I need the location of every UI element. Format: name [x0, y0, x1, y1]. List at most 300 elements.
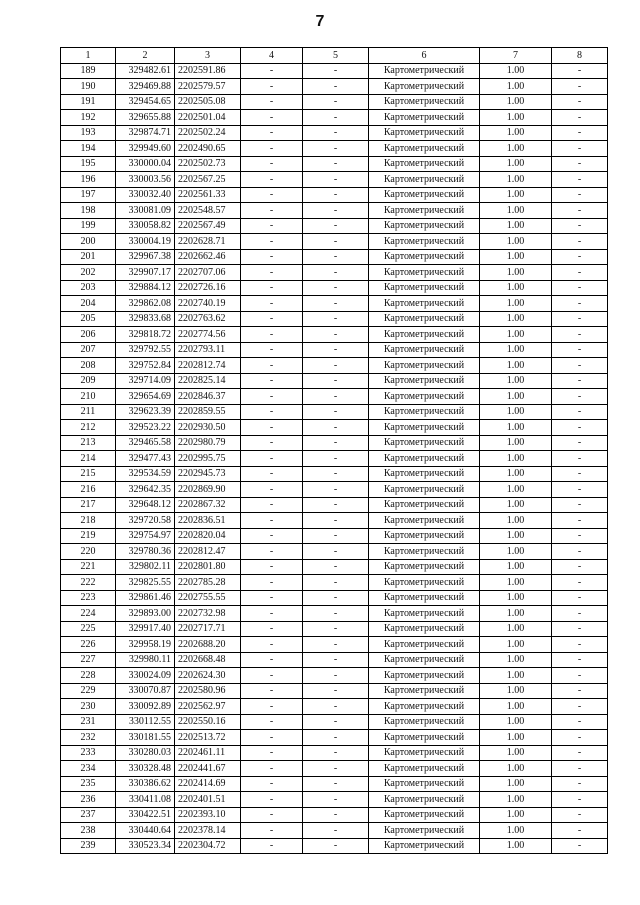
- method-cell: Картометрический: [369, 528, 480, 544]
- accuracy-cell: 1.00: [480, 172, 552, 188]
- x-coordinate-cell: 329862.08: [116, 296, 175, 312]
- col-8-cell: -: [552, 482, 608, 498]
- table-row: [61, 513, 608, 529]
- col-8-cell: -: [552, 296, 608, 312]
- table-row: [61, 94, 608, 110]
- y-coordinate-cell: 2202505.08: [175, 94, 241, 110]
- col-4-cell: -: [241, 125, 303, 141]
- accuracy-cell: 1.00: [480, 652, 552, 668]
- accuracy-cell: 1.00: [480, 435, 552, 451]
- y-coordinate-cell: 2202628.71: [175, 234, 241, 250]
- method-cell: Картометрический: [369, 699, 480, 715]
- accuracy-cell: 1.00: [480, 776, 552, 792]
- accuracy-cell: 1.00: [480, 94, 552, 110]
- col-8-cell: -: [552, 249, 608, 265]
- col-5-cell: -: [303, 249, 369, 265]
- table-row: [61, 420, 608, 436]
- col-4-cell: -: [241, 110, 303, 126]
- accuracy-cell: 1.00: [480, 482, 552, 498]
- col-5-cell: -: [303, 156, 369, 172]
- method-cell: Картометрический: [369, 544, 480, 560]
- col-5-cell: -: [303, 187, 369, 203]
- table-row: [61, 730, 608, 746]
- point-number-cell: 212: [61, 420, 116, 436]
- col-8-cell: -: [552, 141, 608, 157]
- col-4-cell: -: [241, 528, 303, 544]
- point-number-cell: 211: [61, 404, 116, 420]
- accuracy-cell: 1.00: [480, 451, 552, 467]
- y-coordinate-cell: 2202825.14: [175, 373, 241, 389]
- col-5-cell: -: [303, 218, 369, 234]
- y-coordinate-cell: 2202304.72: [175, 838, 241, 854]
- x-coordinate-cell: 330112.55: [116, 714, 175, 730]
- method-cell: Картометрический: [369, 125, 480, 141]
- method-cell: Картометрический: [369, 683, 480, 699]
- x-coordinate-cell: 329642.35: [116, 482, 175, 498]
- table-row: [61, 714, 608, 730]
- col-8-cell: -: [552, 358, 608, 374]
- y-coordinate-cell: 2202513.72: [175, 730, 241, 746]
- point-number-cell: 227: [61, 652, 116, 668]
- col-4-cell: -: [241, 745, 303, 761]
- method-cell: Картометрический: [369, 668, 480, 684]
- col-8-cell: -: [552, 497, 608, 513]
- accuracy-cell: 1.00: [480, 234, 552, 250]
- table-row: [61, 141, 608, 157]
- col-8-cell: -: [552, 172, 608, 188]
- x-coordinate-cell: 330411.08: [116, 792, 175, 808]
- method-cell: Картометрический: [369, 807, 480, 823]
- col-8-cell: -: [552, 606, 608, 622]
- x-coordinate-cell: 330070.87: [116, 683, 175, 699]
- x-coordinate-cell: 330003.56: [116, 172, 175, 188]
- y-coordinate-cell: 2202561.33: [175, 187, 241, 203]
- col-4-cell: -: [241, 823, 303, 839]
- point-number-cell: 203: [61, 280, 116, 296]
- table-row: [61, 218, 608, 234]
- accuracy-cell: 1.00: [480, 513, 552, 529]
- method-cell: Картометрический: [369, 94, 480, 110]
- col-4-cell: -: [241, 544, 303, 560]
- y-coordinate-cell: 2202707.06: [175, 265, 241, 281]
- col-4-cell: -: [241, 234, 303, 250]
- col-5-cell: -: [303, 389, 369, 405]
- column-header-7: 7: [480, 48, 552, 64]
- method-cell: Картометрический: [369, 265, 480, 281]
- x-coordinate-cell: 329534.59: [116, 466, 175, 482]
- col-8-cell: -: [552, 63, 608, 79]
- point-number-cell: 196: [61, 172, 116, 188]
- point-number-cell: 209: [61, 373, 116, 389]
- accuracy-cell: 1.00: [480, 79, 552, 95]
- x-coordinate-cell: 330004.19: [116, 234, 175, 250]
- x-coordinate-cell: 330386.62: [116, 776, 175, 792]
- method-cell: Картометрический: [369, 110, 480, 126]
- point-number-cell: 213: [61, 435, 116, 451]
- accuracy-cell: 1.00: [480, 141, 552, 157]
- col-4-cell: -: [241, 187, 303, 203]
- col-8-cell: -: [552, 807, 608, 823]
- col-8-cell: -: [552, 683, 608, 699]
- accuracy-cell: 1.00: [480, 280, 552, 296]
- accuracy-cell: 1.00: [480, 110, 552, 126]
- method-cell: Картометрический: [369, 156, 480, 172]
- point-number-cell: 198: [61, 203, 116, 219]
- x-coordinate-cell: 329752.84: [116, 358, 175, 374]
- table-row: [61, 497, 608, 513]
- col-4-cell: -: [241, 435, 303, 451]
- y-coordinate-cell: 2202662.46: [175, 249, 241, 265]
- x-coordinate-cell: 329523.22: [116, 420, 175, 436]
- y-coordinate-cell: 2202945.73: [175, 466, 241, 482]
- method-cell: Картометрический: [369, 513, 480, 529]
- col-8-cell: -: [552, 544, 608, 560]
- col-4-cell: -: [241, 296, 303, 312]
- col-8-cell: -: [552, 668, 608, 684]
- x-coordinate-cell: 329655.88: [116, 110, 175, 126]
- point-number-cell: 226: [61, 637, 116, 653]
- col-4-cell: -: [241, 559, 303, 575]
- y-coordinate-cell: 2202393.10: [175, 807, 241, 823]
- table-row: [61, 265, 608, 281]
- method-cell: Картометрический: [369, 606, 480, 622]
- col-5-cell: -: [303, 63, 369, 79]
- accuracy-cell: 1.00: [480, 792, 552, 808]
- table-row: [61, 327, 608, 343]
- table-row: [61, 838, 608, 854]
- y-coordinate-cell: 2202441.67: [175, 761, 241, 777]
- point-number-cell: 229: [61, 683, 116, 699]
- table-row: [61, 668, 608, 684]
- accuracy-cell: 1.00: [480, 342, 552, 358]
- col-4-cell: -: [241, 358, 303, 374]
- y-coordinate-cell: 2202490.65: [175, 141, 241, 157]
- y-coordinate-cell: 2202624.30: [175, 668, 241, 684]
- table-row: [61, 637, 608, 653]
- table-row: [61, 358, 608, 374]
- accuracy-cell: 1.00: [480, 699, 552, 715]
- accuracy-cell: 1.00: [480, 327, 552, 343]
- col-8-cell: -: [552, 373, 608, 389]
- y-coordinate-cell: 2202785.28: [175, 575, 241, 591]
- point-number-cell: 219: [61, 528, 116, 544]
- col-4-cell: -: [241, 404, 303, 420]
- col-8-cell: -: [552, 792, 608, 808]
- x-coordinate-cell: 329884.12: [116, 280, 175, 296]
- col-5-cell: -: [303, 528, 369, 544]
- col-5-cell: -: [303, 234, 369, 250]
- col-5-cell: -: [303, 327, 369, 343]
- point-number-cell: 202: [61, 265, 116, 281]
- accuracy-cell: 1.00: [480, 296, 552, 312]
- y-coordinate-cell: 2202717.71: [175, 621, 241, 637]
- y-coordinate-cell: 2202995.75: [175, 451, 241, 467]
- col-5-cell: -: [303, 730, 369, 746]
- method-cell: Картометрический: [369, 621, 480, 637]
- col-5-cell: -: [303, 497, 369, 513]
- col-8-cell: -: [552, 652, 608, 668]
- point-number-cell: 222: [61, 575, 116, 591]
- col-5-cell: -: [303, 280, 369, 296]
- table-row: [61, 296, 608, 312]
- x-coordinate-cell: 330024.09: [116, 668, 175, 684]
- point-number-cell: 218: [61, 513, 116, 529]
- x-coordinate-cell: 329833.68: [116, 311, 175, 327]
- method-cell: Картометрический: [369, 249, 480, 265]
- col-5-cell: -: [303, 606, 369, 622]
- table-row: [61, 621, 608, 637]
- col-5-cell: -: [303, 110, 369, 126]
- table-row: [61, 699, 608, 715]
- method-cell: Картометрический: [369, 234, 480, 250]
- x-coordinate-cell: 330523.34: [116, 838, 175, 854]
- table-row: [61, 125, 608, 141]
- x-coordinate-cell: 329477.43: [116, 451, 175, 467]
- col-8-cell: -: [552, 621, 608, 637]
- col-4-cell: -: [241, 311, 303, 327]
- column-header-5: 5: [303, 48, 369, 64]
- x-coordinate-cell: 329482.61: [116, 63, 175, 79]
- col-8-cell: -: [552, 637, 608, 653]
- col-4-cell: -: [241, 792, 303, 808]
- table-row: [61, 156, 608, 172]
- point-number-cell: 217: [61, 497, 116, 513]
- point-number-cell: 223: [61, 590, 116, 606]
- col-5-cell: -: [303, 435, 369, 451]
- col-4-cell: -: [241, 342, 303, 358]
- table-body: [61, 63, 608, 854]
- col-4-cell: -: [241, 420, 303, 436]
- x-coordinate-cell: 329720.58: [116, 513, 175, 529]
- col-8-cell: -: [552, 451, 608, 467]
- col-4-cell: -: [241, 389, 303, 405]
- table-row: [61, 79, 608, 95]
- point-number-cell: 201: [61, 249, 116, 265]
- y-coordinate-cell: 2202812.74: [175, 358, 241, 374]
- accuracy-cell: 1.00: [480, 823, 552, 839]
- method-cell: Картометрический: [369, 373, 480, 389]
- y-coordinate-cell: 2202414.69: [175, 776, 241, 792]
- col-4-cell: -: [241, 668, 303, 684]
- method-cell: Картометрический: [369, 342, 480, 358]
- col-8-cell: -: [552, 559, 608, 575]
- x-coordinate-cell: 329818.72: [116, 327, 175, 343]
- x-coordinate-cell: 330440.64: [116, 823, 175, 839]
- col-5-cell: -: [303, 203, 369, 219]
- col-8-cell: -: [552, 420, 608, 436]
- col-4-cell: -: [241, 776, 303, 792]
- table-row: [61, 776, 608, 792]
- accuracy-cell: 1.00: [480, 187, 552, 203]
- col-5-cell: -: [303, 761, 369, 777]
- x-coordinate-cell: 329654.69: [116, 389, 175, 405]
- col-5-cell: -: [303, 559, 369, 575]
- accuracy-cell: 1.00: [480, 528, 552, 544]
- col-4-cell: -: [241, 513, 303, 529]
- col-8-cell: -: [552, 761, 608, 777]
- col-4-cell: -: [241, 761, 303, 777]
- point-number-cell: 193: [61, 125, 116, 141]
- table-row: [61, 172, 608, 188]
- col-5-cell: -: [303, 668, 369, 684]
- method-cell: Картометрический: [369, 296, 480, 312]
- col-5-cell: -: [303, 652, 369, 668]
- coordinates-table: [60, 47, 608, 854]
- point-number-cell: 215: [61, 466, 116, 482]
- method-cell: Картометрический: [369, 280, 480, 296]
- x-coordinate-cell: 330032.40: [116, 187, 175, 203]
- x-coordinate-cell: 330092.89: [116, 699, 175, 715]
- point-number-cell: 195: [61, 156, 116, 172]
- table-row: [61, 311, 608, 327]
- accuracy-cell: 1.00: [480, 265, 552, 281]
- col-5-cell: -: [303, 373, 369, 389]
- y-coordinate-cell: 2202401.51: [175, 792, 241, 808]
- method-cell: Картометрический: [369, 761, 480, 777]
- col-5-cell: -: [303, 358, 369, 374]
- x-coordinate-cell: 329802.11: [116, 559, 175, 575]
- point-number-cell: 237: [61, 807, 116, 823]
- y-coordinate-cell: 2202501.04: [175, 110, 241, 126]
- col-5-cell: -: [303, 683, 369, 699]
- point-number-cell: 228: [61, 668, 116, 684]
- x-coordinate-cell: 329893.00: [116, 606, 175, 622]
- method-cell: Картометрический: [369, 652, 480, 668]
- col-8-cell: -: [552, 156, 608, 172]
- col-4-cell: -: [241, 575, 303, 591]
- col-5-cell: -: [303, 590, 369, 606]
- col-4-cell: -: [241, 373, 303, 389]
- column-header-6: 6: [369, 48, 480, 64]
- accuracy-cell: 1.00: [480, 389, 552, 405]
- col-8-cell: -: [552, 265, 608, 281]
- point-number-cell: 204: [61, 296, 116, 312]
- col-4-cell: -: [241, 699, 303, 715]
- col-4-cell: -: [241, 683, 303, 699]
- accuracy-cell: 1.00: [480, 575, 552, 591]
- col-8-cell: -: [552, 187, 608, 203]
- point-number-cell: 233: [61, 745, 116, 761]
- accuracy-cell: 1.00: [480, 311, 552, 327]
- col-8-cell: -: [552, 79, 608, 95]
- col-5-cell: -: [303, 621, 369, 637]
- y-coordinate-cell: 2202859.55: [175, 404, 241, 420]
- y-coordinate-cell: 2202726.16: [175, 280, 241, 296]
- accuracy-cell: 1.00: [480, 807, 552, 823]
- col-8-cell: -: [552, 110, 608, 126]
- y-coordinate-cell: 2202378.14: [175, 823, 241, 839]
- y-coordinate-cell: 2202740.19: [175, 296, 241, 312]
- table-row: [61, 203, 608, 219]
- point-number-cell: 206: [61, 327, 116, 343]
- method-cell: Картометрический: [369, 730, 480, 746]
- method-cell: Картометрический: [369, 823, 480, 839]
- x-coordinate-cell: 329469.88: [116, 79, 175, 95]
- point-number-cell: 214: [61, 451, 116, 467]
- accuracy-cell: 1.00: [480, 559, 552, 575]
- col-5-cell: -: [303, 792, 369, 808]
- x-coordinate-cell: 329949.60: [116, 141, 175, 157]
- y-coordinate-cell: 2202755.55: [175, 590, 241, 606]
- col-5-cell: -: [303, 265, 369, 281]
- y-coordinate-cell: 2202502.24: [175, 125, 241, 141]
- y-coordinate-cell: 2202579.57: [175, 79, 241, 95]
- col-4-cell: -: [241, 141, 303, 157]
- accuracy-cell: 1.00: [480, 590, 552, 606]
- y-coordinate-cell: 2202820.04: [175, 528, 241, 544]
- accuracy-cell: 1.00: [480, 730, 552, 746]
- table-row: [61, 280, 608, 296]
- point-number-cell: 210: [61, 389, 116, 405]
- method-cell: Картометрический: [369, 838, 480, 854]
- col-8-cell: -: [552, 327, 608, 343]
- col-4-cell: -: [241, 714, 303, 730]
- method-cell: Картометрический: [369, 311, 480, 327]
- y-coordinate-cell: 2202567.25: [175, 172, 241, 188]
- x-coordinate-cell: 330081.09: [116, 203, 175, 219]
- table-row: [61, 559, 608, 575]
- col-4-cell: -: [241, 218, 303, 234]
- table-row: [61, 404, 608, 420]
- col-8-cell: -: [552, 513, 608, 529]
- accuracy-cell: 1.00: [480, 668, 552, 684]
- table-row: [61, 745, 608, 761]
- table-row: [61, 528, 608, 544]
- column-header-4: 4: [241, 48, 303, 64]
- column-header-2: 2: [116, 48, 175, 64]
- point-number-cell: 194: [61, 141, 116, 157]
- method-cell: Картометрический: [369, 497, 480, 513]
- col-4-cell: -: [241, 156, 303, 172]
- table-row: [61, 683, 608, 699]
- accuracy-cell: 1.00: [480, 203, 552, 219]
- col-8-cell: -: [552, 280, 608, 296]
- header-row: [61, 48, 608, 64]
- y-coordinate-cell: 2202548.57: [175, 203, 241, 219]
- table-row: [61, 389, 608, 405]
- x-coordinate-cell: 329967.38: [116, 249, 175, 265]
- col-5-cell: -: [303, 311, 369, 327]
- x-coordinate-cell: 329465.58: [116, 435, 175, 451]
- accuracy-cell: 1.00: [480, 497, 552, 513]
- method-cell: Картометрический: [369, 482, 480, 498]
- method-cell: Картометрический: [369, 575, 480, 591]
- col-5-cell: -: [303, 482, 369, 498]
- accuracy-cell: 1.00: [480, 373, 552, 389]
- col-5-cell: -: [303, 141, 369, 157]
- point-number-cell: 224: [61, 606, 116, 622]
- accuracy-cell: 1.00: [480, 420, 552, 436]
- column-header-8: 8: [552, 48, 608, 64]
- col-5-cell: -: [303, 94, 369, 110]
- method-cell: Картометрический: [369, 79, 480, 95]
- accuracy-cell: 1.00: [480, 156, 552, 172]
- method-cell: Картометрический: [369, 420, 480, 436]
- col-5-cell: -: [303, 172, 369, 188]
- col-4-cell: -: [241, 203, 303, 219]
- col-8-cell: -: [552, 404, 608, 420]
- y-coordinate-cell: 2202550.16: [175, 714, 241, 730]
- col-8-cell: -: [552, 714, 608, 730]
- x-coordinate-cell: 330000.04: [116, 156, 175, 172]
- col-5-cell: -: [303, 544, 369, 560]
- table-row: [61, 451, 608, 467]
- table-row: [61, 249, 608, 265]
- point-number-cell: 200: [61, 234, 116, 250]
- accuracy-cell: 1.00: [480, 637, 552, 653]
- x-coordinate-cell: 329454.65: [116, 94, 175, 110]
- col-8-cell: -: [552, 389, 608, 405]
